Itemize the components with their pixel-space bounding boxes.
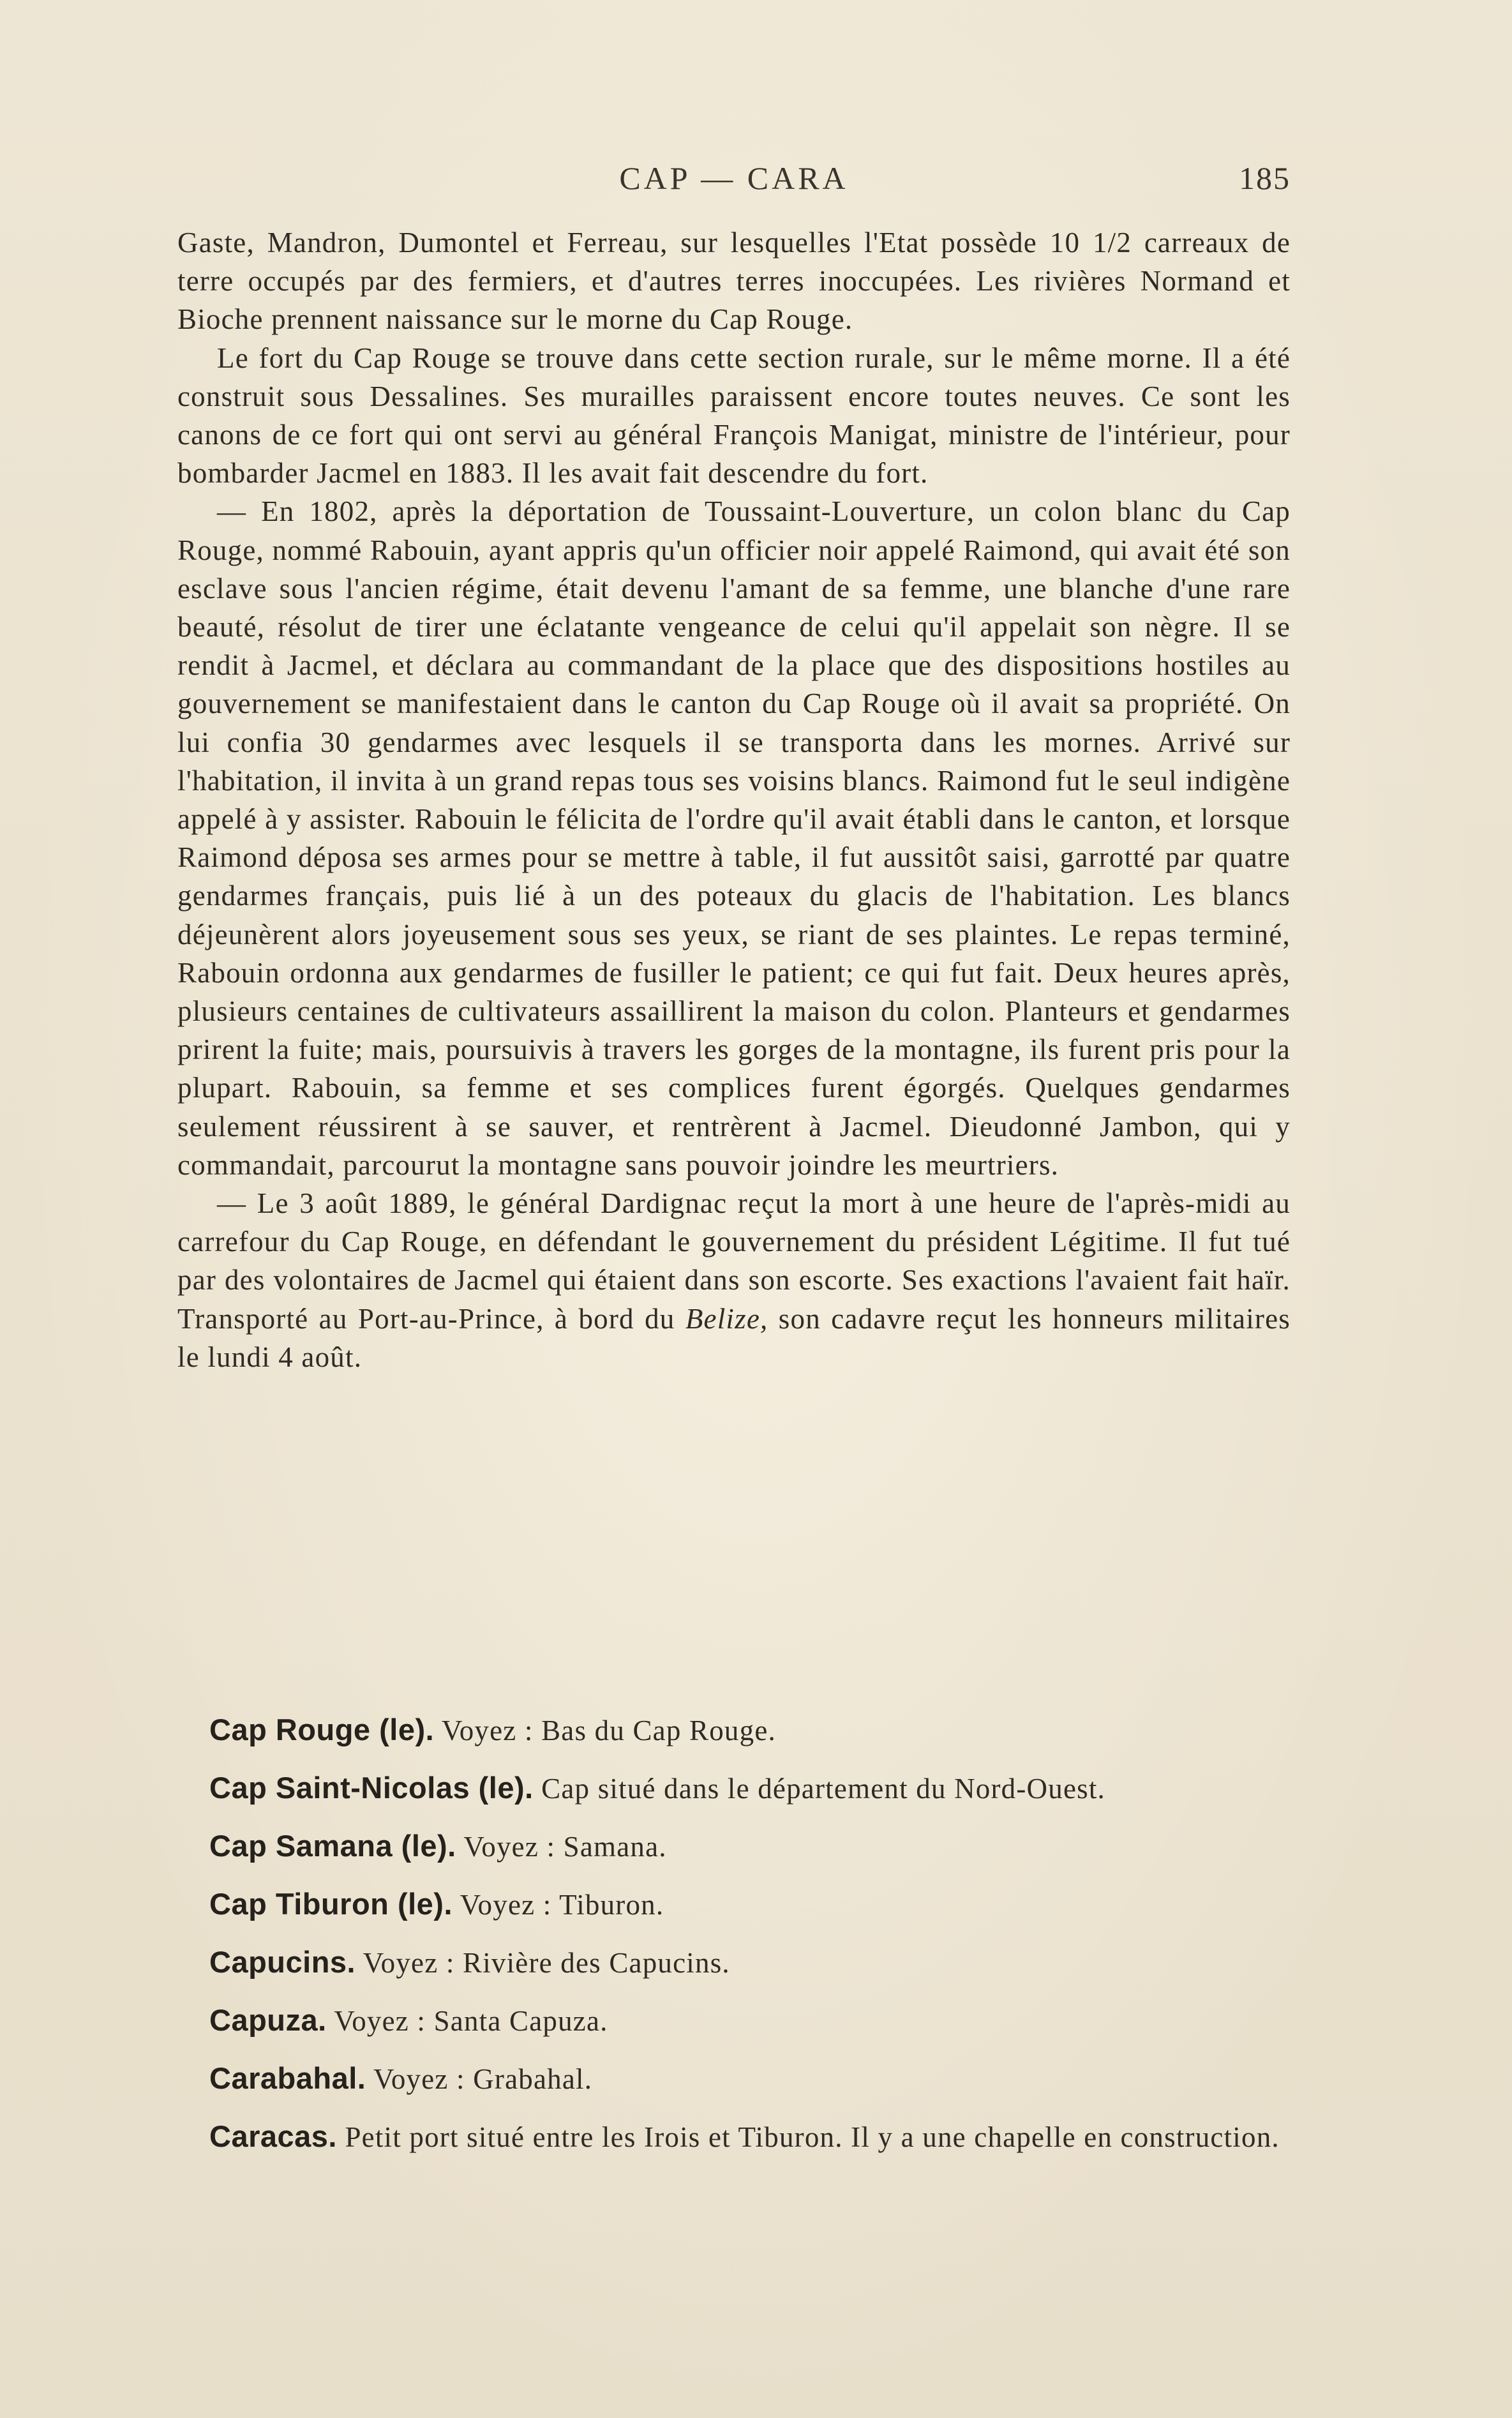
entry-capucins [209,1943,1291,1982]
dictionary-entries [177,1711,1291,2175]
entry-cap-saint-nicolas [209,1769,1291,1808]
entry-cap-tiburon [209,1885,1291,1924]
entry-definition: Cap situé dans le département du Nord-Ouest. [533,1773,1105,1805]
paragraph-dardignac-text-b: son cadavre reçut les honneurs militaires le lundi 4 août. [177,1302,1291,1373]
entry-headword: Cap Tiburon (le). [209,1887,453,1921]
page-header [177,160,1291,204]
running-title: CAP — CARA [619,160,849,196]
paragraph-continuation: Gaste, Mandron, Dumontel et Ferreau, sur lesquelles l'Etat possède 10 1/2 carreaux de terre occupés par des fermiers, et d'autres terres inoccupées. Les rivières Normand et Bioche prennent naissance sur le morne du Cap Rouge. [177,227,1291,336]
entry-headword: Cap Samana (le). [209,1829,456,1863]
paragraph-rabouin: — En 1802, après la déportation de Toussaint-Louverture, un colon blanc du Cap Rouge, nommé Rabouin, ayant appris qu'un officier noir appelé Raimond, qui avait été son esclave sous l'ancien régime, était devenu l'amant de sa femme, une blanche d'une rare beauté, résolut de tirer une éclatante vengeance de celui qu'il appelait son nègre. Il se rendit à Jacmel, et déclara au commandant de la place que des dispositions hostiles au gouvernement se manifestaient dans le canton du Cap Rouge où il avait sa propriété. On lui confia 30 gendarmes avec lesquels il se transporta dans les mornes. Arrivé sur l'habitation, il invita à un grand repas tous ses voisins blancs. Raimond fut le seul indigène appelé à y assister. Rabouin le félicita de l'ordre qu'il avait établi dans le canton, et lorsque Raimond déposa ses armes pour se mettre à table, il fut aussitôt saisi, garrotté par quatre gendarmes français, puis lié à un des poteaux du glacis de l'habitation. Les blancs déjeunèrent alors joyeusement sous ses yeux, se riant de ses plaintes. Le repas terminé, Rabouin ordonna aux gendarmes de fusiller le patient; ce qui fut fait. Deux heures après, plusieurs centaines de cultivateurs assaillirent la maison du colon. Planteurs et gendarmes prirent la fuite; mais, poursuivis à travers les gorges de la montagne, ils furent pris pour la plupart. Rabouin, sa femme et ses complices furent égorgés. Quelques gendarmes seulement réussirent à se sauver, et rentrèrent à Jacmel. Dieudonné Jambon, qui y commandait, parcourut la montagne sans pouvoir joindre les meurtriers. [177,495,1291,1181]
ship-name: Belize, [685,1302,768,1335]
body-text [177,223,1291,1376]
entry-headword: Capuza. [209,2003,327,2037]
entry-caracas [177,2117,1291,2156]
paragraph-dardignac-text-a: — Le 3 août 1889, le général Dardignac reçut la mort à une heure de l'après-midi au carrefour du Cap Rouge, en défendant le gouvernement du président Légitime. Il fut tué par des volontaires de Jacmel qui étaient dans son escorte. Ses exactions l'avaient fait haïr. Transporté au Port-au-Prince, à bord du [177,1187,1291,1335]
page-number: 185 [1239,160,1291,196]
entry-headword: Cap Saint-Nicolas (le). [209,1771,534,1805]
entry-capuza [209,2001,1291,2040]
entry-definition: Voyez : Grabahal. [366,2063,593,2095]
entry-headword: Caracas. [209,2119,337,2153]
entry-headword: Capucins. [209,1945,356,1979]
entry-headword: Carabahal. [209,2061,366,2095]
paragraph-dardignac [177,1184,1291,1376]
entry-definition: Voyez : Bas du Cap Rouge. [434,1715,776,1746]
entry-definition: Voyez : Santa Capuza. [326,2005,608,2037]
entry-definition: Petit port situé entre les Irois et Tiburon. Il y a une chapelle en construction. [337,2121,1280,2153]
entry-carabahal [209,2059,1291,2098]
entry-headword: Cap Rouge (le). [209,1713,435,1746]
entry-definition: Voyez : Samana. [456,1831,667,1863]
paragraph-fort-cap-rouge: Le fort du Cap Rouge se trouve dans cette section rurale, sur le même morne. Il a été construit sous Dessalines. Ses murailles paraissent encore toutes neuves. Ce sont les canons de ce fort qui ont servi au général François Manigat, ministre de l'intérieur, pour bombarder Jacmel en 1883. Il les avait fait descendre du fort. [177,342,1291,490]
entry-definition: Voyez : Rivière des Capucins. [356,1947,730,1979]
entry-cap-rouge [209,1711,1291,1750]
entry-cap-samana [209,1827,1291,1866]
entry-definition: Voyez : Tiburon. [453,1889,664,1921]
